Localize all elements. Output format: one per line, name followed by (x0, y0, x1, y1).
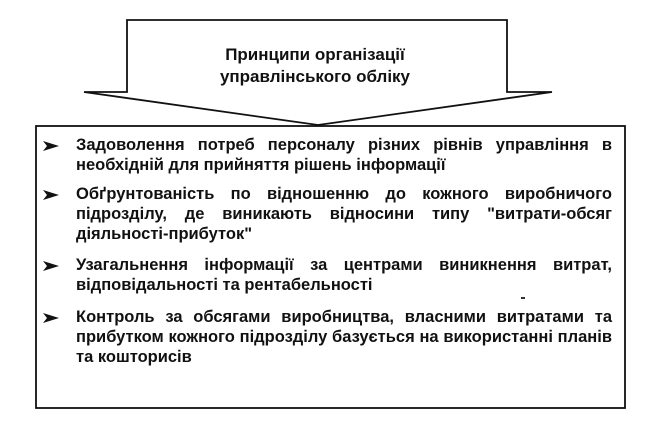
arrowhead-bullet-icon (42, 140, 60, 152)
principle-text: Задоволення потреб персоналу різних рівнів управління в необхідній для прийняття рішень інформації (76, 136, 612, 174)
diagram-title-line-1: Принципи організації (225, 45, 405, 64)
diagram-title-line-2: управлінського обліку (219, 67, 411, 86)
principle-item-validity (42, 184, 612, 244)
arrowhead-bullet-icon (42, 260, 60, 272)
arrowhead-bullet-icon (42, 189, 60, 201)
principles-list (42, 135, 612, 376)
arrowhead-bullet-icon (42, 312, 60, 324)
principle-text: Узагальнення інформації за центрами виникнення витрат, відповідальності та рентабельності (76, 256, 612, 294)
principle-item-aggregation (42, 255, 612, 295)
principle-item-control (42, 307, 612, 367)
principle-item-needs (42, 135, 612, 175)
principle-text: Обґрунтованість по відношенню до кожного виробничого підрозділу, де виникають відносини типу "витрати-обсяг діяльності-прибуток" (76, 185, 612, 243)
principle-text: Контроль за обсягами виробництва, власними витратами та прибутком кожного підрозділу базується на використанні планів та кошторисів (76, 308, 612, 366)
scan-artifact-dash (521, 297, 525, 299)
